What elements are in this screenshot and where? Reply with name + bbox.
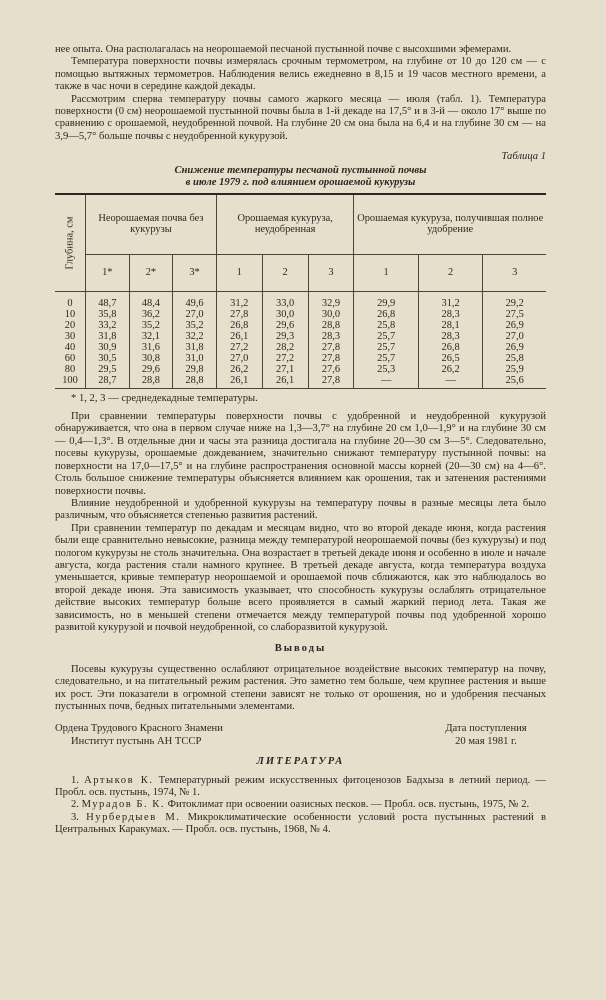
temperature-cell: 27,0 — [173, 309, 217, 320]
temperature-cell: 29,8 — [173, 364, 217, 375]
temperature-cell: 30,8 — [129, 353, 173, 364]
depth-cell: 60 — [55, 353, 86, 364]
temperature-cell: 26,1 — [262, 375, 308, 389]
intro-paragraph-1: нее опыта. Она располагалась на неорошаемой песчаной пустынной почве с высохшими эфемерами. — [55, 44, 512, 55]
subcol-header: 2* — [129, 255, 173, 291]
temperature-cell: 28,3 — [308, 331, 354, 342]
temperature-cell: 25,8 — [505, 352, 524, 364]
table-row — [55, 320, 546, 331]
temperature-cell: 33,2 — [86, 320, 130, 331]
table-title-line-1: Снижение температуры песчаной пустынной почвы — [174, 164, 427, 176]
temperature-cell: 27,2 — [262, 353, 308, 364]
table-title-line-2: в июле 1979 г. под влиянием орошаемой кукурузы — [185, 176, 416, 188]
temperature-cell: 32,9 — [308, 291, 354, 309]
intro-paragraph-3: Рассмотрим сперва температуру почвы самого жаркого месяца — июля (табл. 1). Температура поверхности (0 см) неорошаемой пустынной почвы была в 1-й декаде на 17,5° и в 3-й — около 17° выше по сравнению с орошаемой, неудобренной почвой. На глубине 20 см она была на 6,4 и на глубине 30 см — на 3,9—5,7° больше почвы с неудобренной кукурузой. — [55, 93, 546, 142]
group-header-2: Орошаемая кукуруза, неудобренная — [216, 194, 354, 255]
temperature-cell: 25,7 — [354, 331, 418, 342]
temperature-cell: 49,6 — [173, 291, 217, 309]
temperature-cell: 29,6 — [129, 364, 173, 375]
temperature-cell: 30,0 — [308, 309, 354, 320]
conclusions-text: Посевы кукурузы существенно ослабляют отрицательное воздействие высоких температур на почву, следовательно, и на питательный режим растения. Это заметно тем больше, чем крупнее растения и выше их рост. Эти показатели в огромной степени зависят не только от орошения, но и удобрения песчаных пустынных почв, бедных питательными элементами. — [55, 663, 546, 712]
temperature-cell: 26,9 — [505, 319, 524, 331]
institution-line-1: Ордена Трудового Красного Знамени — [55, 723, 223, 735]
temperature-cell: 26,2 — [418, 364, 482, 375]
temperature-cell: 31,8 — [86, 331, 130, 342]
reference-text: Микроклиматические особенности условий роста пустынных растений в Центральных Каракумах. — Пробл. осв. пустынь, 1968, № 4. — [55, 811, 546, 836]
body-paragraph-3: При сравнении температур по декадам и месяцам видно, что во второй декаде июня, когда растения были еще сравнительно невысокие, разница между температурой неорошаемой почвы (без кукурузы) и под пологом кукурузы не столь значительна. Она возрастает в третьей декаде июня и особенно в июле и начале августа, когда растения стали намного крупнее. В третьей декаде августа, когда температура воздуха уменьшается, кривые температур неорошаемой и орошаемой почв сближаются, как это наблюдалось во второй декаде июня. Эта зависимость указывает, что способность кукурузы ослаблять отрицательное действие высоких температур больше всего проявляется в самый жаркий период лета. Такая же зависимость, но в меньшей степени отмечается между температурой почвы под удобренной хорошо развитой кукурузой и почвой неудобренной, со слаборазвитой кукурузой. — [55, 522, 546, 633]
conclusions-heading: Выводы — [274, 643, 327, 655]
subcol-header: 2 — [418, 255, 482, 291]
temperature-cell: 31,2 — [216, 291, 262, 309]
group-header-1: Неорошаемая почва без кукурузы — [86, 194, 217, 255]
temperature-cell: 31,6 — [129, 342, 173, 353]
temperature-cell: 29,5 — [86, 364, 130, 375]
table-row — [55, 309, 546, 320]
temperature-cell: 27,0 — [216, 353, 262, 364]
temperature-cell: 48,7 — [86, 291, 130, 309]
table-row — [55, 331, 546, 342]
reference-list — [55, 775, 546, 837]
temperature-cell: 31,2 — [418, 291, 482, 309]
temperature-cell: 27,2 — [216, 342, 262, 353]
table-row — [55, 342, 546, 353]
temperature-table — [55, 193, 546, 389]
table-footnote: * 1, 2, 3 — среднедекадные температуры. — [71, 392, 258, 404]
temperature-cell: 28,8 — [173, 375, 217, 389]
temperature-cell: 27,8 — [216, 309, 262, 320]
depth-cell: 10 — [55, 309, 86, 320]
depth-cell: 20 — [55, 320, 86, 331]
subcolumn-header-row — [55, 255, 546, 291]
reference-author: Артыков К. — [84, 774, 154, 786]
temperature-cell: 25,7 — [354, 342, 418, 353]
body-paragraph-2: Влияние неудобренной и удобренной кукурузы на температуру почвы в разные месяцы лета было различным, что объясняется степенью развития растений. — [55, 497, 546, 522]
temperature-cell: 32,1 — [129, 331, 173, 342]
temperature-cell: 27,1 — [262, 364, 308, 375]
temperature-cell: 28,8 — [308, 320, 354, 331]
temperature-cell: 28,8 — [129, 375, 173, 389]
temperature-cell: 26,5 — [418, 353, 482, 364]
temperature-cell: 28,3 — [418, 331, 482, 342]
depth-cell: 80 — [55, 364, 86, 375]
temperature-cell: — — [354, 375, 418, 389]
table-row — [55, 375, 546, 389]
subcol-header: 1 — [354, 255, 418, 291]
temperature-cell: 26,8 — [354, 309, 418, 320]
group-header-3: Орошаемая кукуруза, получившая полное удобрение — [354, 194, 546, 255]
temperature-cell: 32,2 — [173, 331, 217, 342]
temperature-cell: 27,8 — [308, 375, 354, 389]
temperature-cell: 31,0 — [173, 353, 217, 364]
reference-number: 1. — [71, 774, 79, 786]
subcol-header: 3 — [483, 255, 546, 291]
depth-cell: 40 — [55, 342, 86, 353]
depth-column-header: Глубина, см — [55, 194, 86, 292]
reference-number: 3. — [71, 811, 79, 823]
temperature-cell: 29,6 — [262, 320, 308, 331]
temperature-cell: 27,8 — [308, 353, 354, 364]
intro-paragraph-2: Температура поверхности почвы измерялась срочным термометром, на глубине от 10 до 120 см — с помощью вытяжных термометров. Наблюдения велись ежедневно в 8,15 и 19 часов местного времени, а также в час ночи в середине каждой декады. — [55, 56, 546, 93]
table-label: Таблица 1 — [501, 151, 546, 163]
table-body — [55, 291, 546, 388]
temperature-cell: 27,5 — [505, 308, 524, 320]
temperature-cell: 26,9 — [505, 341, 524, 353]
temperature-cell: 26,2 — [216, 364, 262, 375]
temperature-cell: 28,1 — [418, 320, 482, 331]
subcol-header: 3* — [173, 255, 217, 291]
affiliation-block — [55, 723, 546, 748]
temperature-cell: 30,0 — [262, 309, 308, 320]
subcol-header: 3 — [308, 255, 354, 291]
subcol-header: 2 — [262, 255, 308, 291]
subcol-header: 1 — [216, 255, 262, 291]
temperature-cell: 27,8 — [308, 342, 354, 353]
subcol-header: 1* — [86, 255, 130, 291]
temperature-cell: 27,0 — [505, 330, 524, 342]
temperature-cell: 26,8 — [216, 320, 262, 331]
depth-cell: 100 — [55, 375, 86, 389]
reference-author: Мурадов Б. К. — [81, 799, 165, 811]
temperature-cell: 25,9 — [505, 363, 524, 375]
temperature-cell: 30,5 — [86, 353, 130, 364]
temperature-cell: 29,9 — [354, 291, 418, 309]
table-row — [55, 353, 546, 364]
temperature-cell: 48,4 — [129, 291, 173, 309]
depth-cell: 0 — [55, 291, 86, 309]
temperature-cell: 26,8 — [418, 342, 482, 353]
temperature-cell: 36,2 — [129, 309, 173, 320]
received-label: Дата поступления — [445, 723, 527, 735]
temperature-cell: 25,3 — [354, 364, 418, 375]
temperature-cell: — — [418, 375, 482, 389]
table-title — [55, 165, 546, 189]
temperature-cell: 29,3 — [262, 331, 308, 342]
reference-author: Нурбердыев М. — [86, 811, 181, 823]
temperature-cell: 35,8 — [86, 309, 130, 320]
temperature-cell: 29,2 — [505, 297, 524, 309]
temperature-cell: 30,9 — [86, 342, 130, 353]
table-row — [55, 364, 546, 375]
temperature-cell: 28,7 — [86, 375, 130, 389]
body-paragraph-1: При сравнении температуры поверхности почвы с удобренной и неудобренной кукурузой обнаруживается, что она в первом случае ниже на 1,3—3,7° на глубине 20 см 1,0—1,9° и на глубине 30 см — 0,4—1,3°. В отдельные дни и часы эта разница достигала на глубине 20—30 см 3—5°. Следовательно, посевы кукурузы, орошаемые дождеванием, значительно снижают температуру пустынной почвы: на поверхности на 17,0—17,5° и на глубине распространения основной массы корней (20—30 см) на 4—6°. Столь большое снижение температуры объясняется влиянием как орошения, так и затенения растениями поверхности почвы. — [55, 411, 546, 497]
reference-item — [55, 775, 546, 800]
temperature-cell: 25,7 — [354, 353, 418, 364]
temperature-cell: 35,2 — [173, 320, 217, 331]
literature-heading: ЛИТЕРАТУРА — [256, 756, 345, 768]
reference-item — [55, 812, 546, 837]
temperature-cell: 28,2 — [262, 342, 308, 353]
temperature-cell: 28,3 — [418, 309, 482, 320]
temperature-cell: 27,6 — [308, 364, 354, 375]
temperature-cell: 31,8 — [173, 342, 217, 353]
temperature-cell: 33,0 — [262, 291, 308, 309]
institution-line-2: Институт пустынь АН ТССР — [71, 735, 202, 747]
reference-number: 2. — [71, 799, 79, 811]
depth-cell: 30 — [55, 331, 86, 342]
reference-text: Фитоклимат при освоении оазисных песков. — Пробл. осв. пустынь, 1975, № 2. — [167, 799, 530, 811]
temperature-cell: 35,2 — [129, 320, 173, 331]
temperature-cell: 26,1 — [216, 331, 262, 342]
reference-text: Температурный режим искусственных фитоценозов Бадхыза в летний период. — Пробл. осв. пустынь, 1974, № 1. — [55, 774, 546, 799]
received-date: 20 мая 1981 г. — [455, 735, 517, 747]
temperature-cell: 26,1 — [216, 375, 262, 389]
reference-item — [55, 799, 546, 811]
temperature-cell: 25,6 — [483, 375, 546, 389]
temperature-cell: 25,8 — [354, 320, 418, 331]
table-row — [55, 291, 546, 309]
